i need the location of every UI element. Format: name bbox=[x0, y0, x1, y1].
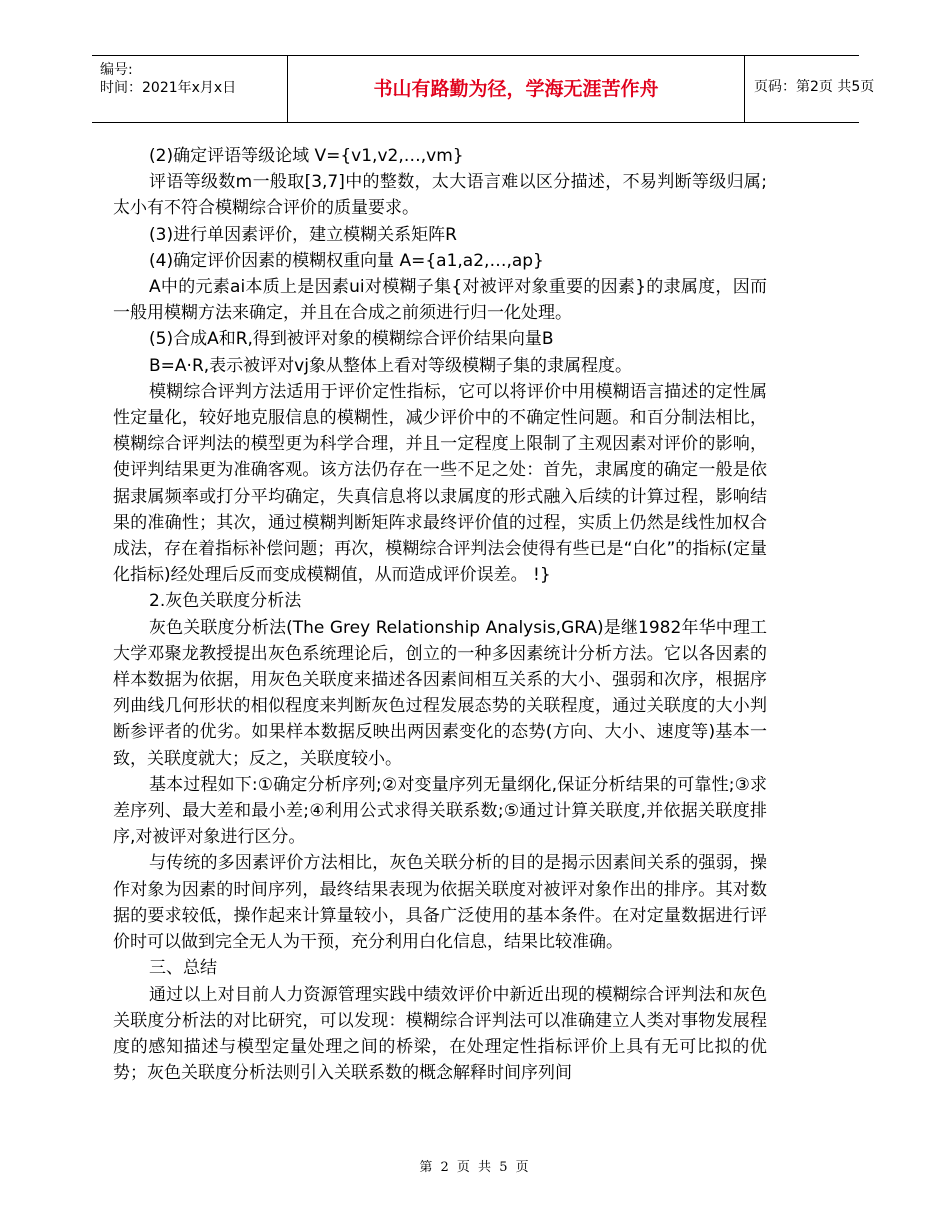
document-number-label: 编号: bbox=[100, 62, 133, 78]
body-paragraph: 评语等级数m一般取[3,7]中的整数，太大语言难以区分描述，不易判断等级归属;太小有不符合模糊综合评价的质量要求。 bbox=[113, 172, 767, 219]
header-motto-cell bbox=[287, 56, 745, 122]
heading-line: (3)进行单因素评价，建立模糊关系矩阵R bbox=[149, 224, 457, 245]
document-date: 时间：2021年x月x日 bbox=[100, 80, 237, 96]
heading-line: B=A·R,表示被评对vj象从整体上看对等级模糊子集的隶属程度。 bbox=[149, 355, 632, 376]
body-paragraph: 基本过程如下:①确定分析序列;②对变量序列无量纲化,保证分析结果的可靠性;③求差序列、最大差和最小差;④利用公式求得关联系数;⑤通过计算关联度,并依据关联度排序,对被评对象进行区分。 bbox=[113, 774, 767, 848]
body-paragraph: 通过以上对目前人力资源管理实践中绩效评价中新近出现的模糊综合评判法和灰色关联度分析法的对比研究，可以发现：模糊综合评判法可以准确建立人类对事物发展程度的感知描述与模型定量处理之间的桥梁，在处理定性指标评价上具有无可比拟的优势；灰色关联度分析法则引入关联系数的概念解释时间序列间 bbox=[113, 984, 767, 1084]
heading-line: 2.灰色关联度分析法 bbox=[149, 591, 302, 612]
header-right-cell bbox=[744, 56, 875, 122]
body-paragraph: 灰色关联度分析法(The Grey Relationship Analysis,GRA)是继1982年华中理工大学邓聚龙教授提出灰色系统理论后，创立的一种多因素统计分析方法。它以各因素的样本数据为依据，用灰色关联度来描述各因素间相互关系的大小、强弱和次序，根据序列曲线几何形状的相似程度来判断灰色过程发展态势的关联程度，通过关联度的大小判断参评者的优劣。如果样本数据反映出两因素变化的态势(方向、大小、速度等)基本一致，关联度就大；反之，关联度较小。 bbox=[113, 617, 767, 769]
heading-line: (4)确定评价因素的模糊权重向量 A={a1,a2,…,ap} bbox=[149, 250, 544, 271]
body-paragraph: 模糊综合评判方法适用于评价定性指标，它可以将评价中用模糊语言描述的定性属性定量化，较好地克服信息的模糊性，减少评价中的不确定性问题。和百分制法相比，模糊综合评判法的模型更为科学合理，并且一定程度上限制了主观因素对评价的影响，使评判结果更为准确客观。该方法仍存在一些不足之处：首先，隶属度的确定一般是依据隶属频率或打分平均确定，失真信息将以隶属度的形式融入后续的计算过程，影响结果的准确性；其次，通过模糊判断矩阵求最终评价值的过程，实质上仍然是线性加权合成法，存在着指标补偿问题；再次，模糊综合评判法会使得有些已是“白化”的指标(定量化指标)经处理后反而变成模糊值，从而造成评价误差。 !} bbox=[113, 381, 767, 586]
page-footer: 第 2 页 共 5 页 bbox=[419, 1160, 531, 1175]
page-header bbox=[92, 55, 875, 123]
heading-line: (2)确定评语等级论域 V={v1,v2,…,vm} bbox=[149, 146, 464, 166]
heading-line: (5)合成A和R,得到被评对象的模糊综合评价结果向量B bbox=[149, 329, 554, 350]
header-left-cell bbox=[92, 56, 287, 122]
body-paragraph: A中的元素ai本质上是因素ui对模糊子集{对被评对象重要的因素}的隶属度，因而一般用模糊方法来确定，并且在合成之前须进行归一化处理。 bbox=[113, 277, 767, 324]
header-motto: 书山有路勤为径，学海无涯苦作舟 bbox=[373, 78, 659, 100]
document-body bbox=[113, 143, 767, 1086]
heading-line: 三、总结 bbox=[149, 958, 217, 979]
body-paragraph: 与传统的多因素评价方法相比，灰色关联分析的目的是揭示因素间关系的强弱，操作对象为因素的时间序列，最终结果表现为依据关联度对被评对象作出的排序。其对数据的要求较低，操作起来计算量较小，具备广泛使用的基本条件。在对定量数据进行评价时可以做到完全无人为干预，充分利用白化信息，结果比较准确。 bbox=[113, 853, 767, 953]
header-page-info: 页码：第2页 共5页 bbox=[754, 79, 875, 95]
